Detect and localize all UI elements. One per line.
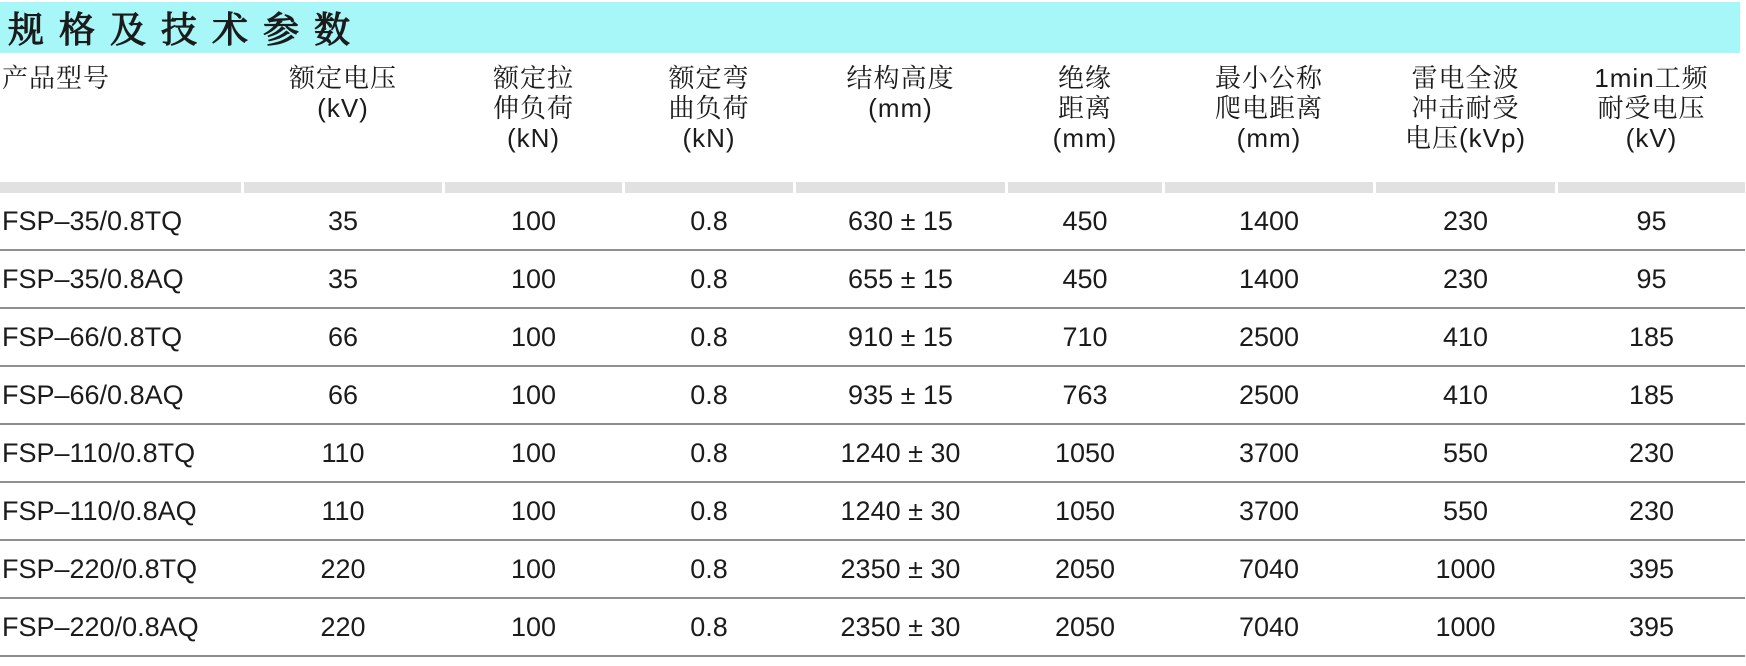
table-cell: 410 bbox=[1442, 321, 1489, 352]
table-cell: 95 bbox=[1636, 263, 1667, 294]
header-band-segment bbox=[1558, 182, 1745, 193]
column-header-rated_voltage bbox=[244, 63, 442, 182]
column-header-line: 曲负荷 bbox=[668, 93, 750, 123]
column-header-line: 1min工频 bbox=[1594, 63, 1709, 93]
table-cell: 3700 bbox=[1238, 495, 1300, 526]
table-cell: 220 bbox=[320, 611, 366, 642]
table-row bbox=[0, 425, 1745, 483]
table-cell: 2050 bbox=[1054, 611, 1116, 642]
table-cell: 100 bbox=[510, 321, 557, 352]
column-header-line: (mm) bbox=[868, 93, 933, 123]
table-cell: 35 bbox=[327, 263, 359, 294]
section-title: 规格及技术参数 bbox=[8, 9, 366, 50]
header-divider-band bbox=[0, 182, 1745, 193]
column-header-line: 距离 bbox=[1057, 93, 1112, 123]
column-header-line: 绝缘 bbox=[1057, 63, 1112, 93]
column-header-rated_tensile_load bbox=[445, 63, 622, 182]
column-header-line: (kN) bbox=[506, 123, 561, 153]
table-row bbox=[0, 309, 1745, 367]
column-header-line: (kV) bbox=[317, 93, 369, 123]
table-cell: 710 bbox=[1062, 321, 1108, 352]
table-cell: 220 bbox=[320, 553, 366, 584]
column-header-model bbox=[0, 63, 241, 182]
table-cell: 2500 bbox=[1238, 321, 1300, 352]
table-cell: 550 bbox=[1442, 495, 1489, 526]
table-cell: 3700 bbox=[1238, 437, 1300, 468]
model-cell: FSP–66/0.8TQ bbox=[2, 321, 183, 352]
table-cell: 185 bbox=[1628, 379, 1675, 410]
table-cell: 0.8 bbox=[690, 495, 728, 526]
table-cell: 1240 ± 30 bbox=[840, 495, 961, 526]
table-body bbox=[0, 193, 1746, 657]
table-cell: 66 bbox=[327, 321, 359, 352]
table-cell: 35 bbox=[327, 205, 359, 236]
column-header-insulation_distance bbox=[1008, 63, 1162, 182]
table-cell: 0.8 bbox=[690, 379, 728, 410]
table-cell: 550 bbox=[1442, 437, 1489, 468]
table-cell: 0.8 bbox=[690, 321, 728, 352]
table-cell: 100 bbox=[510, 263, 557, 294]
table-cell: 655 ± 15 bbox=[848, 263, 953, 294]
table-cell: 450 bbox=[1062, 263, 1108, 294]
column-header-line: 最小公称 bbox=[1214, 63, 1323, 93]
header-band-segment bbox=[1376, 182, 1555, 193]
table-cell: 7040 bbox=[1238, 553, 1300, 584]
header-band-segment bbox=[1165, 182, 1373, 193]
table-cell: 1400 bbox=[1238, 263, 1300, 294]
column-header-line: 耐受电压 bbox=[1597, 93, 1706, 123]
table-cell: 95 bbox=[1636, 205, 1667, 236]
table-row bbox=[0, 367, 1745, 425]
table-row bbox=[0, 541, 1745, 599]
spec-sheet-page bbox=[0, 2, 1746, 666]
table-row bbox=[0, 599, 1745, 657]
column-header-line: 雷电全波 bbox=[1411, 63, 1520, 93]
model-cell: FSP–110/0.8AQ bbox=[2, 495, 197, 526]
table-cell: 230 bbox=[1628, 437, 1675, 468]
model-cell: FSP–66/0.8AQ bbox=[2, 379, 184, 410]
header-band-segment bbox=[1008, 182, 1162, 193]
table-cell: 0.8 bbox=[690, 263, 728, 294]
table-cell: 230 bbox=[1628, 495, 1675, 526]
table-cell: 100 bbox=[510, 611, 557, 642]
column-header-lightning_impulse bbox=[1376, 63, 1555, 182]
column-header-line: 产品型号 bbox=[2, 63, 111, 93]
table-cell: 2350 ± 30 bbox=[840, 553, 961, 584]
column-header-line: 额定弯 bbox=[668, 63, 750, 93]
model-cell: FSP–220/0.8AQ bbox=[2, 611, 199, 642]
table-header-row bbox=[0, 53, 1745, 182]
header-band-segment bbox=[0, 182, 241, 193]
column-header-line: 额定电压 bbox=[288, 63, 397, 93]
column-header-rated_bending_load bbox=[625, 63, 793, 182]
table-cell: 630 ± 15 bbox=[848, 205, 953, 236]
table-cell: 935 ± 15 bbox=[848, 379, 953, 410]
table-cell: 1400 bbox=[1238, 205, 1300, 236]
table-cell: 410 bbox=[1442, 379, 1489, 410]
table-row bbox=[0, 193, 1745, 251]
column-header-line: (kN) bbox=[682, 123, 736, 153]
table-cell: 395 bbox=[1628, 553, 1675, 584]
model-cell: FSP–35/0.8TQ bbox=[2, 205, 183, 236]
column-header-line: (kV) bbox=[1625, 123, 1678, 153]
header-band-segment bbox=[796, 182, 1005, 193]
table-cell: 910 ± 15 bbox=[848, 321, 953, 352]
table-cell: 100 bbox=[510, 379, 557, 410]
table-cell: 100 bbox=[510, 205, 557, 236]
table-cell: 1240 ± 30 bbox=[840, 437, 961, 468]
header-band-segment bbox=[244, 182, 442, 193]
table-cell: 0.8 bbox=[690, 553, 728, 584]
table-cell: 1050 bbox=[1054, 437, 1116, 468]
column-header-line: (mm) bbox=[1236, 123, 1302, 153]
table-cell: 230 bbox=[1442, 263, 1489, 294]
table-cell: 763 bbox=[1062, 379, 1108, 410]
table-cell: 0.8 bbox=[690, 611, 728, 642]
table-cell: 66 bbox=[327, 379, 359, 410]
section-title-bar bbox=[0, 2, 1740, 53]
column-header-structure_height bbox=[796, 63, 1005, 182]
table-cell: 2350 ± 30 bbox=[840, 611, 961, 642]
model-cell: FSP–110/0.8TQ bbox=[2, 437, 196, 468]
table-cell: 395 bbox=[1628, 611, 1675, 642]
table-cell: 100 bbox=[510, 495, 557, 526]
table-cell: 230 bbox=[1442, 205, 1489, 236]
table-cell: 0.8 bbox=[690, 437, 728, 468]
table-cell: 1000 bbox=[1435, 553, 1496, 584]
header-band-segment bbox=[445, 182, 622, 193]
table-row bbox=[0, 251, 1745, 309]
model-cell: FSP–35/0.8AQ bbox=[2, 263, 184, 294]
header-band-segment bbox=[625, 182, 793, 193]
column-header-line: (mm) bbox=[1052, 123, 1118, 153]
column-header-min_nominal_creepage bbox=[1165, 63, 1373, 182]
column-header-line: 额定拉 bbox=[492, 63, 574, 93]
table-cell: 2500 bbox=[1238, 379, 1300, 410]
column-header-line: 伸负荷 bbox=[492, 93, 574, 123]
table-cell: 7040 bbox=[1238, 611, 1300, 642]
table-cell: 1050 bbox=[1054, 495, 1116, 526]
table-cell: 2050 bbox=[1054, 553, 1116, 584]
table-row bbox=[0, 483, 1745, 541]
column-header-line: 冲击耐受 bbox=[1411, 93, 1520, 123]
table-cell: 100 bbox=[510, 553, 557, 584]
model-cell: FSP–220/0.8TQ bbox=[2, 553, 198, 584]
column-header-line: 爬电距离 bbox=[1214, 93, 1323, 123]
column-header-power_freq_withstand bbox=[1558, 63, 1745, 182]
table-cell: 450 bbox=[1062, 205, 1108, 236]
column-header-line: 电压(kVp) bbox=[1404, 123, 1527, 153]
table-cell: 185 bbox=[1628, 321, 1675, 352]
table-cell: 100 bbox=[510, 437, 557, 468]
table-cell: 110 bbox=[321, 495, 365, 526]
table-cell: 1000 bbox=[1435, 611, 1496, 642]
table-cell: 0.8 bbox=[690, 205, 728, 236]
column-header-line: 结构高度 bbox=[846, 63, 955, 93]
table-cell: 110 bbox=[321, 437, 365, 468]
